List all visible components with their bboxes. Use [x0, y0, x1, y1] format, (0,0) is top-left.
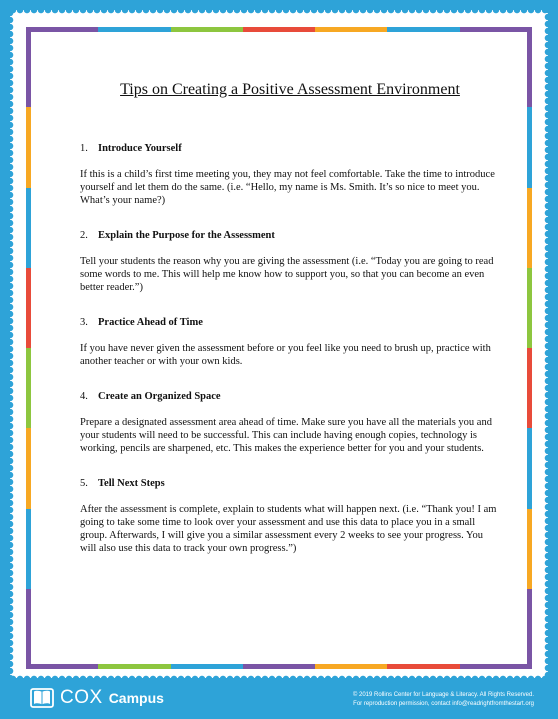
section-body: After the assessment is complete, explain to students what will happen next. (i.e. “Thank you! I am going to take some time to look over your assessment and use this data to place you in a small group. Afterwards, I will give you a similar assessment every 2 weeks to see your progress. You will also use this data to track your own progress.”) — [80, 504, 497, 554]
section-heading-text: Introduce Yourself — [98, 143, 182, 154]
frame-segment — [527, 509, 532, 589]
cox-campus-logo[interactable] — [30, 687, 164, 709]
logo-cox-text: COX — [60, 687, 103, 708]
logo-campus-text: Campus — [108, 690, 164, 706]
section-4 — [80, 390, 500, 455]
frame-segment — [387, 664, 459, 669]
frame-segment — [243, 27, 315, 32]
section-3 — [80, 316, 500, 368]
section-heading-text: Tell Next Steps — [98, 478, 165, 489]
frame-segment — [26, 27, 98, 32]
frame-segment — [26, 509, 31, 589]
section-body: If you have never given the assessment before or you feel like you need to brush up, practice with another teacher or with your own kids. — [80, 343, 491, 367]
frame-segment — [460, 664, 532, 669]
frame-segment — [460, 27, 532, 32]
section-number: 5. — [80, 478, 88, 489]
section-heading — [80, 390, 500, 403]
section-heading — [80, 477, 500, 490]
section-number: 4. — [80, 391, 88, 402]
frame-segment — [527, 27, 532, 107]
document-content — [80, 80, 500, 577]
frame-left — [26, 27, 31, 669]
section-body: If this is a child’s first time meeting you, they may not feel comfortable. Take the time to introduce yourself and let them do the same. (i.e. “Hello, my name is Ms. Smith. It’s so nice to meet you. What’s your name?) — [80, 169, 495, 206]
frame-segment — [527, 589, 532, 669]
copyright-notice — [353, 691, 534, 709]
section-body: Prepare a designated assessment area ahead of time. Make sure you have all the materials you and your students will need to be successful. This can include having enough copies, technology is working, pencils are sharpened, etc. This makes the experience better for you and your students. — [80, 417, 492, 454]
permission-line: For reproduction permission, contact info@readrightfromthestart.org — [353, 701, 534, 707]
section-number: 1. — [80, 143, 88, 154]
section-heading — [80, 142, 500, 155]
frame-segment — [387, 27, 459, 32]
frame-segment — [243, 664, 315, 669]
frame-segment — [98, 664, 170, 669]
frame-segment — [26, 188, 31, 268]
section-heading — [80, 316, 500, 329]
section-heading-text: Create an Organized Space — [98, 391, 221, 402]
frame-top — [26, 27, 532, 32]
frame-segment — [171, 27, 243, 32]
frame-segment — [527, 268, 532, 348]
book-icon — [30, 687, 54, 709]
frame-segment — [527, 428, 532, 508]
frame-segment — [171, 664, 243, 669]
section-heading-text: Practice Ahead of Time — [98, 317, 203, 328]
section-body: Tell your students the reason why you are giving the assessment (i.e. “Today you are going to read some words to me. This will help me know how to support you, so that you can become an even better reader.”) — [80, 256, 494, 293]
section-number: 2. — [80, 230, 88, 241]
frame-segment — [26, 664, 98, 669]
section-number: 3. — [80, 317, 88, 328]
frame-segment — [527, 188, 532, 268]
frame-segment — [26, 27, 31, 107]
frame-segment — [315, 664, 387, 669]
frame-segment — [26, 107, 31, 187]
frame-segment — [527, 348, 532, 428]
frame-right — [527, 27, 532, 669]
frame-segment — [26, 348, 31, 428]
document-title: Tips on Creating a Positive Assessment Environment — [120, 81, 460, 98]
frame-segment — [98, 27, 170, 32]
footer-bar — [0, 679, 558, 719]
section-5 — [80, 477, 500, 555]
section-heading — [80, 229, 500, 242]
frame-bottom — [26, 664, 532, 669]
copyright-line: © 2019 Rollins Center for Language & Literacy. All Rights Reserved. — [352, 692, 534, 698]
frame-segment — [26, 428, 31, 508]
section-heading-text: Explain the Purpose for the Assessment — [98, 230, 275, 241]
frame-segment — [527, 107, 532, 187]
frame-segment — [26, 268, 31, 348]
section-1 — [80, 142, 500, 207]
frame-segment — [315, 27, 387, 32]
section-2 — [80, 229, 500, 294]
frame-segment — [26, 589, 31, 669]
